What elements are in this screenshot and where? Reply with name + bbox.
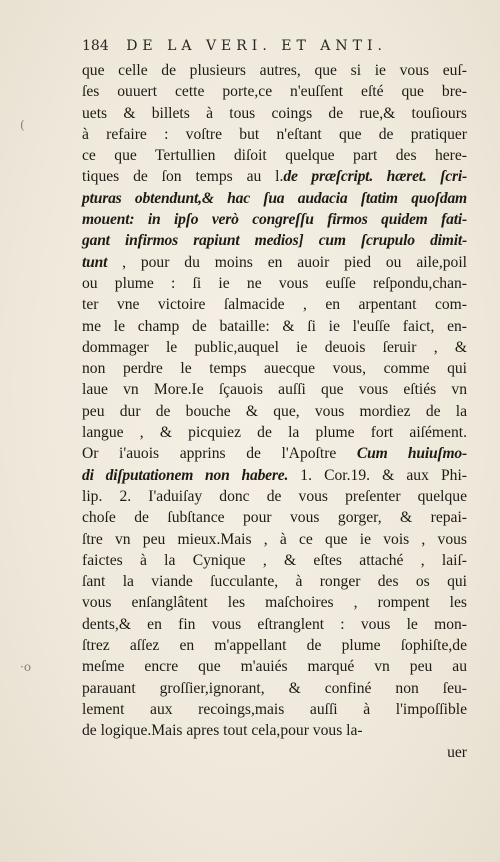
text-line [82,103,467,124]
italic-latin-segment: de præſcript. hæret. ſcri- [283,168,467,186]
text-line [82,486,467,507]
text-segment: ſtrez aſſez en m'appellant de plume ſophiſte,de [82,637,467,655]
text-segment: ſes ouuert cette porte,ce n'euſſent eſté que bre- [82,83,467,101]
text-segment: me le champ de bataille: & ſi ie l'euſſe faict, en- [82,317,467,335]
text-segment: à refaire : voſtre but n'eſtant que de pratiquer [82,125,467,143]
text-segment: vous enſanglâtent les maſchoires , rompent les [82,594,467,612]
text-line [82,60,467,81]
text-line [82,209,467,230]
text-segment: de logique.Mais apres tout cela,pour vous la- [82,722,363,740]
page-number: 184 [82,38,109,54]
body-text [82,60,467,763]
text-segment: peu dur de bouche & que, vous mordiez de la [82,402,467,420]
text-line [82,337,467,358]
text-segment: non perdre le temps auecque vous, comme qui [82,360,467,378]
text-segment: lement aux recoings,mais auſſi à l'impoſſible [82,700,467,718]
text-line [82,252,467,273]
text-line [82,443,467,464]
text-line [82,145,467,166]
text-segment: parauant groſſier,ignorant, & confiné non ſeu- [82,679,467,697]
text-segment: tiques de ſon temps au l. [82,168,284,186]
text-line [82,614,467,635]
text-line [82,529,467,550]
text-line [82,422,467,443]
italic-latin-segment: pturas obtendunt,& hac ſua audacia ſtatim quoſdam [82,189,467,207]
italic-latin-segment: di diſputationem non habere. [82,466,289,484]
text-segment: langue , & picquiez de la plume fort aiſément. [82,424,467,442]
italic-latin-segment: tunt [82,253,108,271]
text-line [82,720,467,741]
text-segment: dents,& en fin vous eſtranglent : vous le mon- [82,615,467,633]
text-line [82,81,467,102]
text-segment: que celle de plusieurs autres, que si ie vous euſ- [82,62,467,79]
text-segment: ſant la viande ſucculante, à ronger des os qui [82,573,467,591]
text-segment: choſe de ſubſtance pour vous gorger, & repai- [82,509,467,527]
text-line [82,507,467,528]
italic-latin-segment: mouent: in ipſo verò congreſſu firmos quidem fati- [82,211,467,229]
text-segment: faictes à la Cynique , & eſtes attaché , laiſ- [82,551,467,569]
text-line [82,273,467,294]
text-line [82,550,467,571]
text-line [82,316,467,337]
text-line [82,656,467,677]
text-line [82,592,467,613]
text-line [82,678,467,699]
text-segment: ſtre vn peu mieux.Mais , à ce que ie vois , vous [82,530,467,548]
text-line [82,635,467,656]
text-line [82,358,467,379]
text-line [82,230,467,251]
text-segment: ter vne victoire ſalmacide , en arpentant com- [82,296,467,314]
running-header [82,38,422,60]
text-segment: uets & billets à tous coings de rue,& touſiours [82,104,467,122]
catchword: uer [447,743,467,761]
text-line [82,124,467,145]
margin-mark-bottom: ·o [20,660,32,674]
text-segment: ce que Tertullien diſoit quelque part des here- [82,147,467,165]
text-line [82,699,467,720]
italic-latin-segment: gant infirmos rapiunt medios] cum ſcrupulo dimit- [82,232,467,250]
text-line [82,465,467,486]
text-line [82,166,467,187]
text-line [82,294,467,315]
italic-latin-segment: Cum huiuſmo- [356,445,467,463]
text-line [82,571,467,592]
text-line [82,379,467,400]
text-line [82,401,467,422]
text-segment: 1. Cor.19. & aux Phi- [288,466,467,484]
text-line [82,188,467,209]
text-segment: , pour du moins en auoir pied ou aile,poil [107,253,467,271]
text-segment: laue vn More.Ie ſçauois auſſi que vous eſtiés vn [82,381,467,399]
text-segment: meſme encre que m'auiés marqué vn peu au [82,658,467,676]
text-segment: lip. 2. I'aduiſay donc de vous preſenter quelque [82,487,467,505]
text-segment: dommager le public,auquel ie deuois ſeruir , & [82,338,467,356]
text-segment: ou plume : ſi ie ne vous euſſe reſpondu,chan- [82,274,467,292]
text-segment: Or i'auois apprins de l'Apoſtre [82,445,357,463]
running-title: DE LA VERI. ET ANTI. [126,38,387,54]
margin-mark-top: ( [20,118,25,132]
